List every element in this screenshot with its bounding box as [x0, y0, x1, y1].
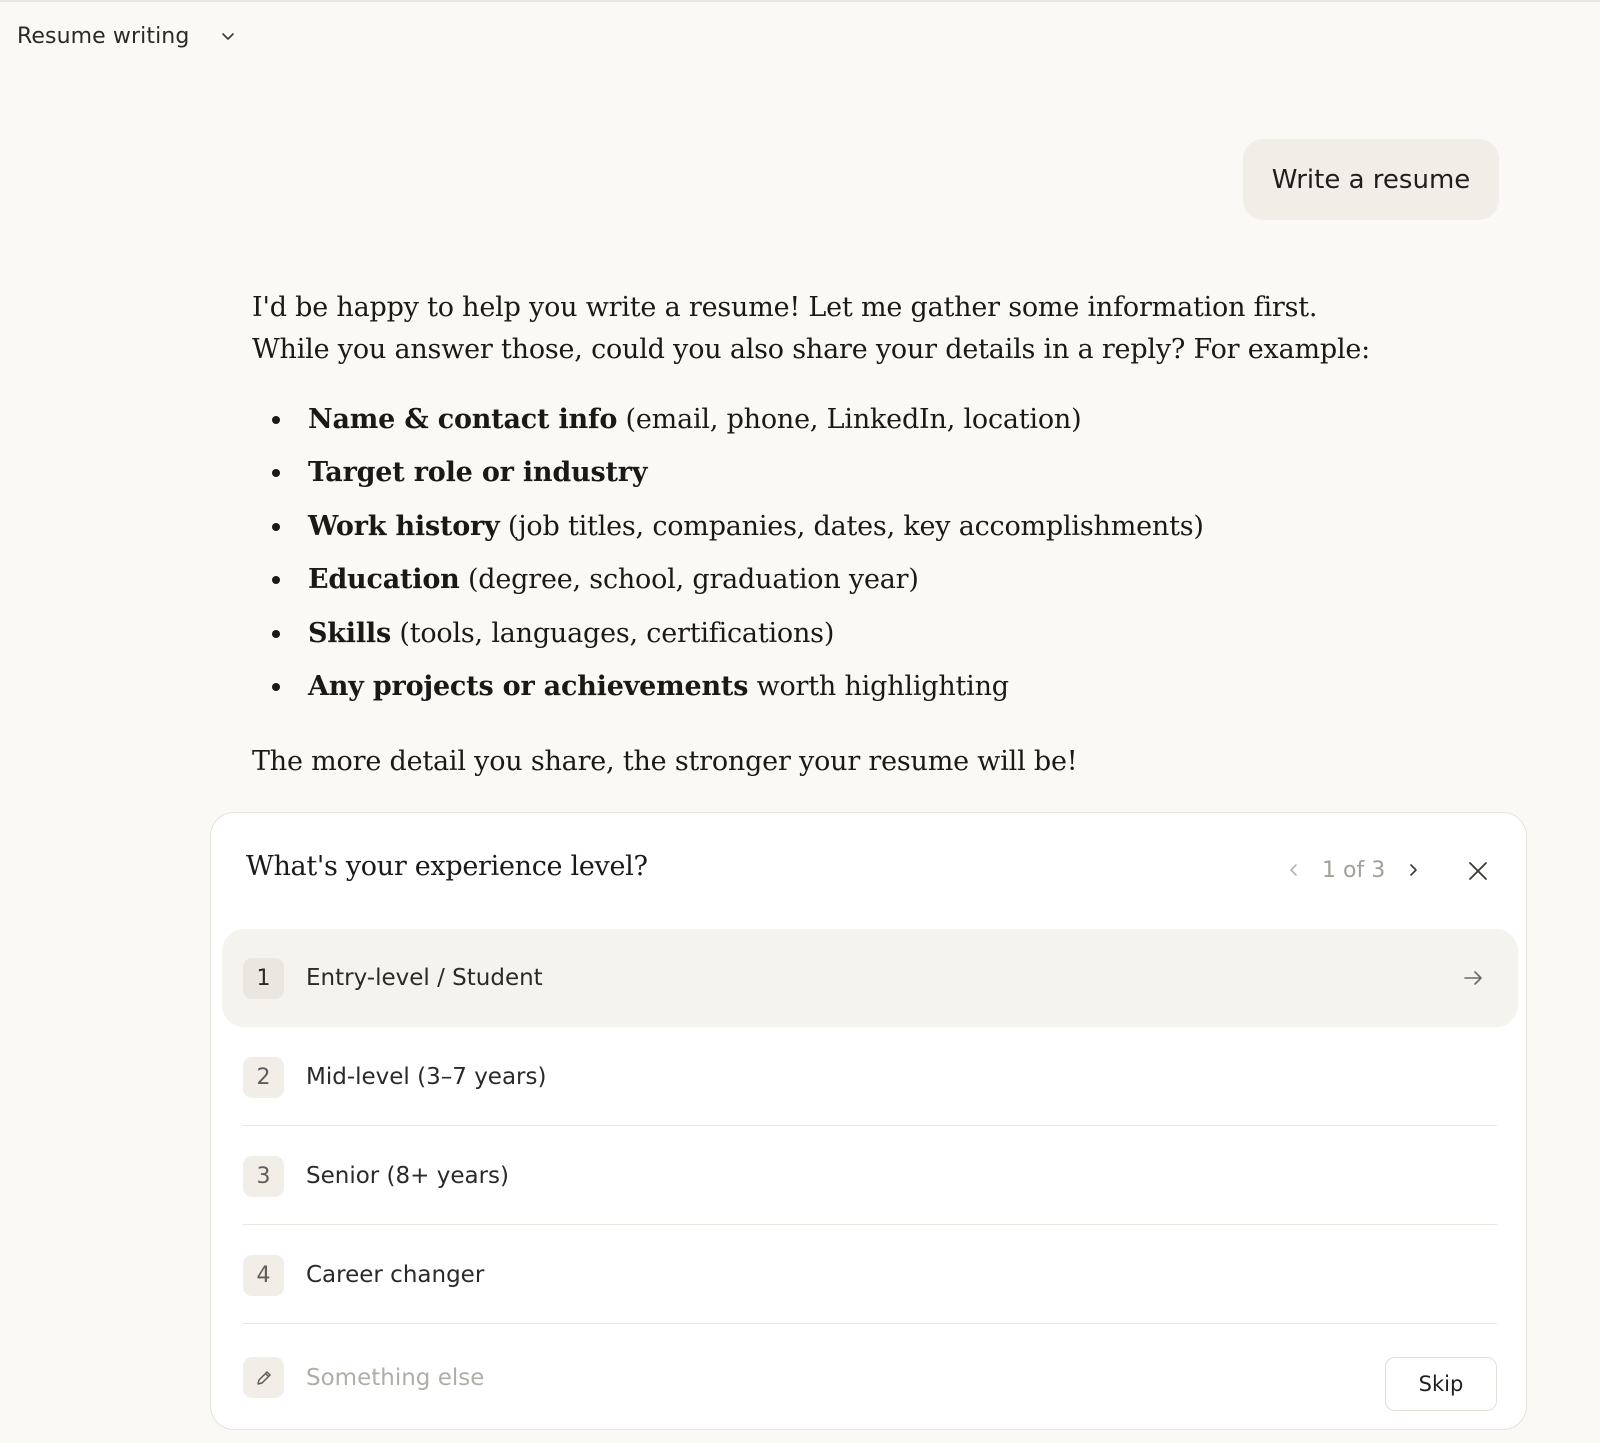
assistant-message: [252, 287, 1402, 783]
chevron-right-icon[interactable]: [1405, 862, 1421, 878]
bullet-icon: [272, 416, 280, 424]
list-item-rest: (job titles, companies, dates, key accomplishments): [499, 510, 1204, 542]
list-item-bold: Target role or industry: [308, 457, 648, 489]
option-label: Mid-level (3–7 years): [306, 1064, 547, 1090]
bullet-icon: [272, 523, 280, 531]
list-item-bold: Skills: [308, 617, 391, 649]
other-answer-row: [222, 1341, 1518, 1417]
option-entry-level[interactable]: [222, 929, 1518, 1027]
assistant-intro-line-1: I'd be happy to help you write a resume! Let me gather some information first.: [252, 292, 1318, 323]
chevron-down-icon: [219, 27, 237, 45]
option-number: 4: [243, 1255, 284, 1296]
details-list: [252, 393, 1402, 713]
list-item: [252, 393, 1402, 446]
pager-text: 1 of 3: [1322, 857, 1386, 883]
arrow-right-icon: [1462, 967, 1484, 989]
list-item-bold: Education: [308, 564, 460, 596]
user-message-bubble: [1243, 139, 1499, 220]
bullet-icon: [272, 683, 280, 691]
option-career-changer[interactable]: [222, 1226, 1518, 1324]
list-item-rest: worth highlighting: [748, 670, 1009, 702]
option-number: 2: [243, 1057, 284, 1098]
option-label: Career changer: [306, 1262, 485, 1288]
list-item-bold: Work history: [308, 510, 500, 542]
top-border: [0, 0, 1600, 2]
something-else-input[interactable]: [300, 1355, 1312, 1401]
list-item: [252, 553, 1402, 606]
list-item-rest: (email, phone, LinkedIn, location): [617, 404, 1082, 435]
bullet-icon: [272, 469, 280, 477]
list-item-bold: Name & contact info: [308, 404, 618, 435]
option-divider: [243, 1125, 1497, 1126]
question-title: What's your experience level?: [246, 851, 648, 882]
list-item-rest: (degree, school, graduation year): [459, 564, 919, 596]
list-item: [252, 500, 1402, 553]
list-item: [252, 660, 1402, 713]
conversation-title: Resume writing: [17, 23, 190, 49]
close-icon[interactable]: [1466, 859, 1490, 883]
list-item-bold: Any projects or achievements: [308, 670, 749, 702]
bullet-icon: [272, 630, 280, 638]
assistant-intro-line-2: While you answer those, could you also share your details in a reply? For example:: [252, 334, 1371, 365]
bullet-icon: [272, 576, 280, 584]
skip-button[interactable]: Skip: [1385, 1357, 1497, 1411]
list-item: [252, 446, 1402, 499]
option-divider: [243, 1323, 1497, 1324]
conversation-title-dropdown[interactable]: [17, 16, 237, 56]
user-message-text: Write a resume: [1271, 164, 1471, 195]
option-mid-level[interactable]: [222, 1028, 1518, 1126]
question-card: [210, 812, 1527, 1430]
option-senior[interactable]: [222, 1127, 1518, 1225]
option-divider: [243, 1224, 1497, 1225]
option-label: Entry-level / Student: [306, 965, 543, 991]
assistant-closing: The more detail you share, the stronger your resume will be!: [252, 746, 1078, 778]
list-item-rest: (tools, languages, certifications): [390, 617, 835, 649]
chevron-left-icon[interactable]: [1286, 862, 1302, 878]
pencil-icon: [243, 1357, 284, 1398]
list-item: [252, 607, 1402, 660]
option-number: 3: [243, 1156, 284, 1197]
option-number: 1: [243, 958, 284, 999]
question-pager: [1286, 853, 1421, 887]
option-label: Senior (8+ years): [306, 1163, 510, 1189]
